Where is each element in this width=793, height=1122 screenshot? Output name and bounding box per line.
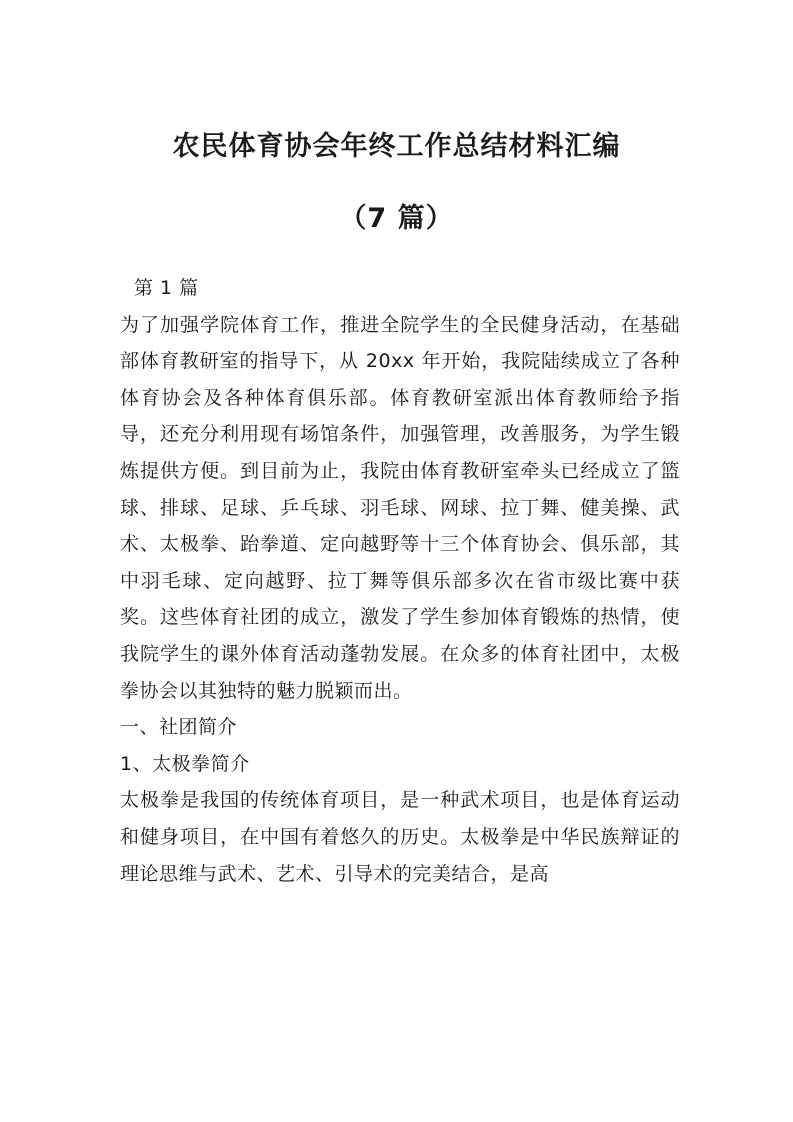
- document-body: [120, 270, 680, 892]
- document-title: 农民体育协会年终工作总结材料汇编: [172, 131, 621, 162]
- document-subtitle: （7 篇）: [339, 203, 454, 234]
- heading-club-intro: 一、社团简介: [120, 716, 238, 739]
- heading-taichi-intro: 1、太极拳简介: [120, 752, 250, 775]
- section-label: 第 1 篇: [134, 277, 199, 299]
- paragraph-taichi: 太极拳是我国的传统体育项目，是一种武术项目，也是体育运动和健身项目，在中国有着悠久的历史。太极拳是中华民族辩证的理论思维与武术、艺术、引导术的完美结合，是高: [120, 789, 680, 885]
- paragraph-intro: 为了加强学院体育工作，推进全院学生的全民健身活动，在基础部体育教研室的指导下，从 20xx 年开始，我院陆续成立了各种体育协会及各种体育俱乐部。体育教研室派出体育教师给予指导，还充分利用现有场馆条件，加强管理，改善服务，为学生锻炼提供方便。到目前为止，我院由体育教研室牵头已经成立了篮球、排球、足球、乒乓球、羽毛球、网球、拉丁舞、健美操、武术、太极拳、跆拳道、定向越野等十三个体育协会、俱乐部，其中羽毛球、定向越野、拉丁舞等俱乐部多次在省市级比赛中获奖。这些体育社团的成立，激发了学生参加体育锻炼的热情，使我院学生的课外体育活动蓬勃发展。在众多的体育社团中，太极拳协会以其独特的魅力脱颖而出。: [120, 313, 680, 702]
